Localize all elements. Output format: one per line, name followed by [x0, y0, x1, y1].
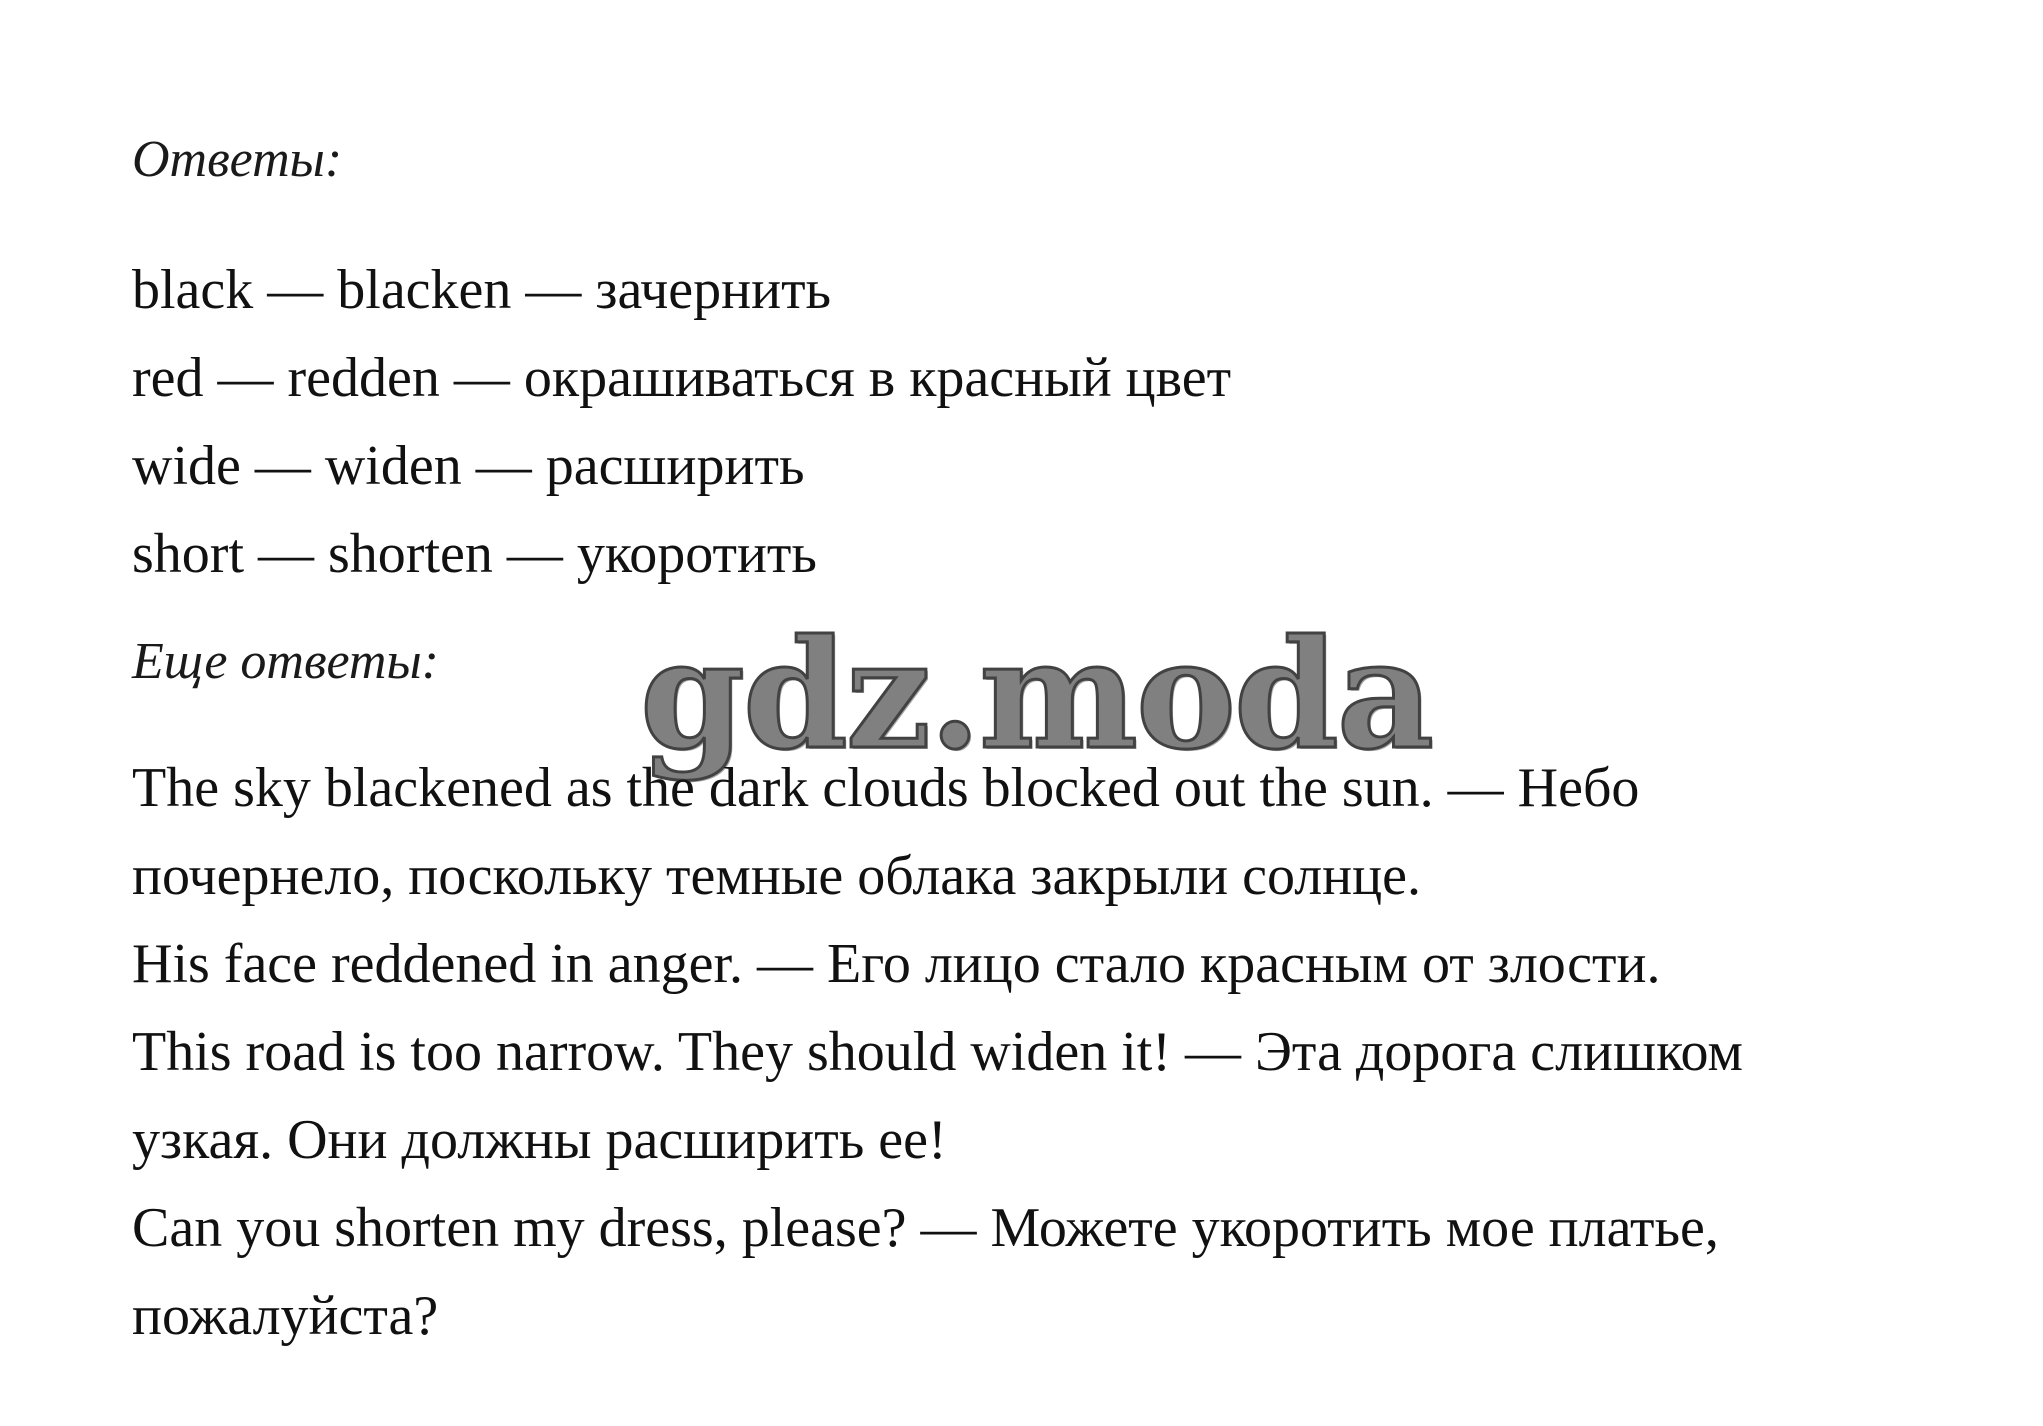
word-list-item: short — shorten — укоротить — [132, 523, 817, 585]
example-line: His face reddened in anger. — Его лицо стало красным от злости. — [132, 933, 1661, 995]
example-line: пожалуйста? — [132, 1285, 439, 1347]
answers-heading: Ответы: — [132, 131, 343, 188]
word-list-item: wide — widen — расширить — [132, 435, 805, 497]
example-line: This road is too narrow. They should widen it! — Эта дорога слишком — [132, 1021, 1743, 1083]
example-line: узкая. Они должны расширить ее! — [132, 1109, 947, 1171]
watermark-logo: gdz.moda — [640, 607, 1433, 783]
example-sentences — [132, 744, 1892, 1360]
example-line: Can you shorten my dress, please? — Можете укоротить мое платье, — [132, 1197, 1719, 1259]
word-list-item: red — redden — окрашиваться в красный цвет — [132, 347, 1232, 409]
word-list — [132, 246, 1231, 598]
example-line: почернело, поскольку темные облака закрыли солнце. — [132, 845, 1421, 907]
example-line: The sky blackened as the dark clouds blocked out the sun. — Небо — [132, 757, 1640, 819]
word-list-item: black — blacken — зачернить — [132, 259, 832, 321]
more-answers-heading: Еще ответы: — [132, 633, 439, 690]
